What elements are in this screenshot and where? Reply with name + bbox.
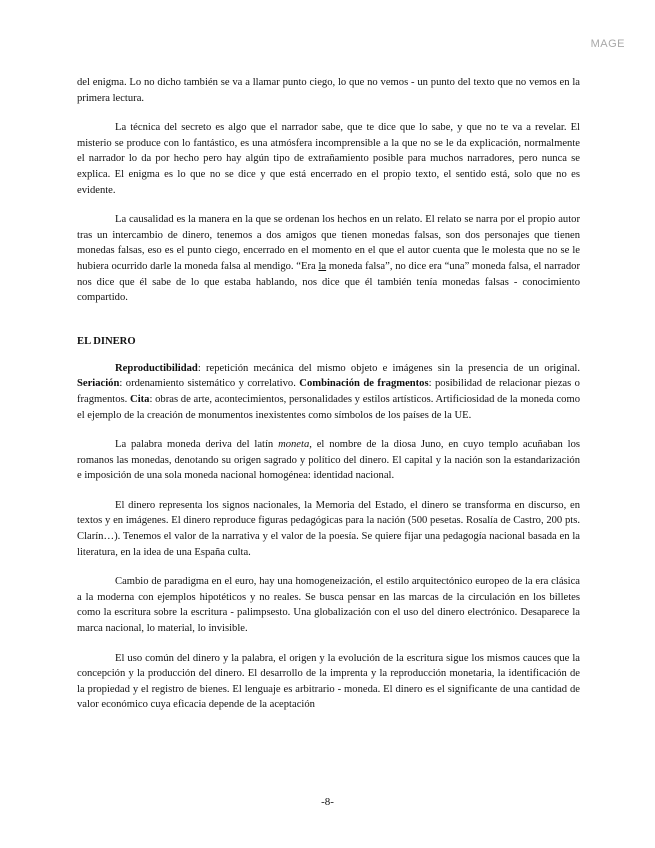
- paragraph-secreto: La técnica del secreto es algo que el narrador sabe, que te dice que lo sabe, y que no te va a revelar. El misterio se produce con lo fantástico, es una atmósfera incomprensible a la que no se le da explicación, normalmente el narrador lo da por hecho pero hay algún tipo de extrañamiento posible para muchos narradores, pero nunca se explica. El enigma es lo que no se dice y que está encerrado en el propio texto, el sentido está, solo que no es evidente.: [77, 122, 580, 196]
- continuation-paragraph: del enigma. Lo no dicho también se va a llamar punto ciego, lo que no vemos - un punto del texto que no vemos en la primera lectura.: [77, 77, 580, 104]
- definition-text: : ordenamiento sistemático y correlativo.: [119, 378, 300, 390]
- running-header: MAGE: [590, 38, 625, 50]
- section-title: EL DINERO: [77, 335, 136, 347]
- latin-word: moneta: [278, 439, 310, 451]
- text-run: La causalidad es la manera en la que se ordenan los hechos en un relato. El relato se narra por el propio autor tras un intercambio de dinero, tenemos a dos amigos que tienen monedas falsas, son dos personajes que tienen monedas falsas, eso es el punto ciego, encerrado en el momento en el que el autor cuenta que le molesta que no se le hubiera ocurrido darle la moneda falsa al mendigo. “Era: [77, 214, 580, 272]
- text-run: moneda falsa”, no dice era “una” moneda falsa, el narrador nos dice que él sabe de lo que estaba hablando, nos dice que él también tenía monedas falsas - conocimiento compartido.: [77, 260, 580, 304]
- term-cita: Cita: [130, 393, 150, 405]
- definition-text: : repetición mecánica del mismo objeto e imágenes sin la presencia de un original.: [197, 362, 580, 374]
- term-seriacion: Seriación: [77, 378, 120, 390]
- page-number: -8-: [321, 796, 334, 808]
- text-run: La palabra moneda deriva del latín: [115, 439, 279, 451]
- paragraph-euro: Cambio de paradigma en el euro, hay una homogeneización, el estilo arquitectónico europeo de la era clásica a la moderna con ejemplos hipotéticos y no reales. Se busca pensar en las marcas de la circulación en los billetes como la escritura sobre la escritura - palimpsesto. Una globalización con el uso del dinero electrónico. Desaparece la marca nacional, lo material, lo invisible.: [77, 576, 580, 635]
- definition-text: : posibilidad de relacionar piezas o fragmentos.: [77, 378, 580, 405]
- paragraph-signos: El dinero representa los signos nacionales, la Memoria del Estado, el dinero se transforma en discurso, en textos y en imágenes. El dinero reproduce figuras pedagógicas para la nación (500 pesetas. Rosalía de Castro, 200 pts. Clarín…). Tenemos el valor de la narrativa y el valor de la poesía. Se quiere fijar una pedagogía nacional basada en la literatura, en la idea de una España culta.: [77, 499, 580, 558]
- term-reproductibilidad: Reproductibilidad: [115, 362, 198, 374]
- underlined-word: la: [318, 260, 327, 272]
- paragraph-moneda: [77, 437, 580, 484]
- paragraph-causalidad: [77, 212, 580, 306]
- paragraph-palabra: El uso común del dinero y la palabra, el origen y la evolución de la escritura sigue los mismos cauces que la concepción y la producción del dinero. El desarrollo de la imprenta y la reproducción monetaria, la identificación de la propiedad y el registro de bienes. El lenguaje es arbitrario - moneda. El dinero es el significante de una cantidad de valor económico cuya eficacia depende de la aceptación: [77, 652, 580, 711]
- page-body: [77, 75, 580, 713]
- text-run: , el nombre de la diosa Juno, en cuyo templo acuñaban los romanos las monedas, denotando su origen sagrado y político del dinero. El capital y la nación son la estandarización e imposición de una sola moneda nacional homogénea: identidad nacional.: [77, 439, 580, 482]
- term-combinacion: Combinación de fragmentos: [299, 378, 429, 390]
- paragraph-definiciones: [77, 361, 580, 423]
- definition-text: : obras de arte, acontecimientos, personalidades y estilos artísticos. Artificiosidad de la moneda como el ejemplo de la creación de monumentos inexistentes como símbolos de los países de la UE.: [77, 393, 580, 421]
